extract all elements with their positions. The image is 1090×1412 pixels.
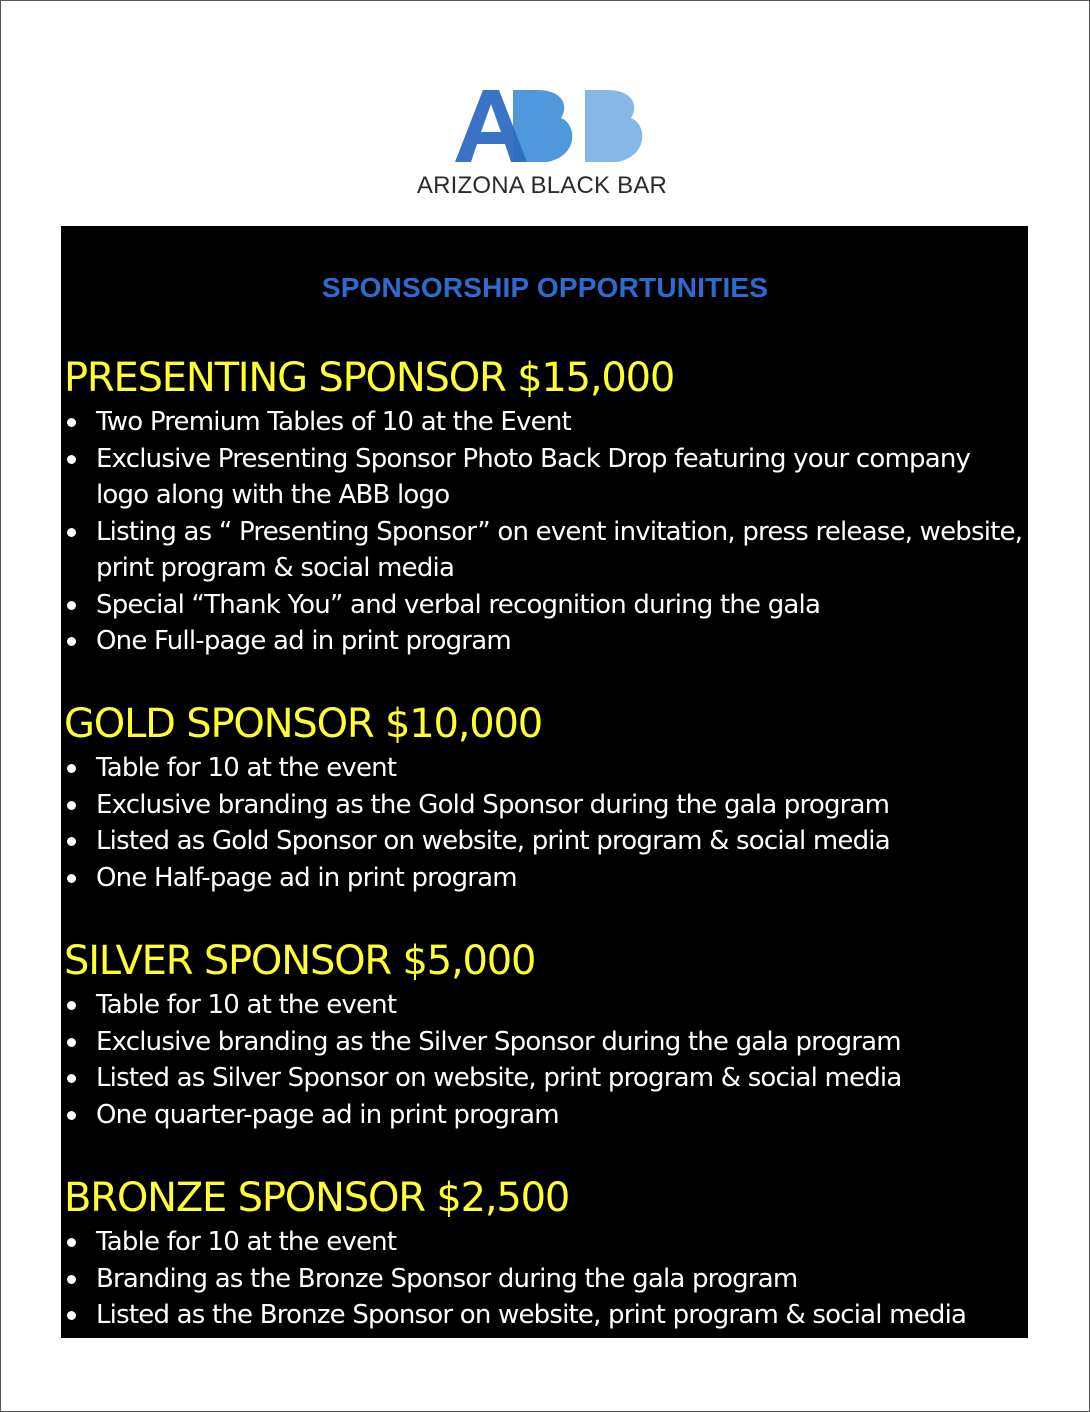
bullet-icon xyxy=(67,1275,76,1284)
benefit-item xyxy=(64,1097,1024,1134)
benefit-text: Exclusive branding as the Gold Sponsor during the gala program xyxy=(96,789,890,820)
logo-name: ARIZONA BLACK BAR xyxy=(416,172,668,199)
benefit-text: Table for 10 at the event xyxy=(96,753,397,783)
tier-presenting xyxy=(64,354,1024,660)
bullet-icon xyxy=(67,637,76,646)
benefit-item xyxy=(64,1261,1024,1298)
bullet-icon xyxy=(67,874,76,883)
bullet-icon xyxy=(67,1111,76,1120)
benefit-item xyxy=(64,1224,1024,1261)
benefit-text: One quarter-page ad in print program xyxy=(96,1099,559,1130)
benefit-text: Listed as the Bronze Sponsor on website, print program & social media xyxy=(96,1300,967,1330)
bullet-icon xyxy=(67,455,76,464)
benefit-item xyxy=(64,623,1024,660)
bullet-icon xyxy=(67,601,76,610)
benefit-item xyxy=(64,1024,1024,1061)
benefit-text: One Half-page ad in print program xyxy=(96,862,517,893)
bullet-icon xyxy=(67,1238,76,1247)
abb-monogram-graphic xyxy=(395,84,695,174)
benefit-item xyxy=(64,404,1024,441)
tier-heading: PRESENTING SPONSOR $15,000 xyxy=(64,355,675,401)
benefit-text: Listing as “ Presenting Sponsor” on event invitation, press release, website, print program & social media xyxy=(96,516,1023,583)
section-title: SPONSORSHIP OPPORTUNITIES xyxy=(321,272,769,303)
benefit-list xyxy=(64,404,1024,660)
bullet-icon xyxy=(67,1074,76,1083)
bullet-icon xyxy=(67,1001,76,1010)
benefit-item xyxy=(64,823,1024,860)
benefit-item xyxy=(64,1297,1024,1334)
abb-logo xyxy=(395,84,695,204)
bullet-icon xyxy=(67,1038,76,1047)
benefit-text: Exclusive branding as the Silver Sponsor during the gala program xyxy=(96,1026,901,1057)
benefit-list xyxy=(64,987,1024,1133)
benefit-list xyxy=(64,750,1024,896)
benefit-item xyxy=(64,441,1024,514)
benefit-item xyxy=(64,514,1024,587)
tier-bronze xyxy=(64,1174,1024,1334)
benefit-item xyxy=(64,787,1024,824)
bullet-icon xyxy=(67,418,76,427)
benefit-item xyxy=(64,1060,1024,1097)
benefit-text: Exclusive Presenting Sponsor Photo Back Drop featuring your company logo along with the ABB logo xyxy=(96,443,971,510)
bullet-icon xyxy=(67,801,76,810)
benefit-list xyxy=(64,1224,1024,1334)
logo-letter-b-light xyxy=(585,90,642,162)
benefit-text: Two Premium Tables of 10 at the Event xyxy=(96,407,571,437)
benefit-text: Listed as Silver Sponsor on website, print program & social media xyxy=(96,1063,902,1093)
benefit-item xyxy=(64,987,1024,1024)
benefit-text: One Full-page ad in print program xyxy=(96,626,511,656)
benefit-text: Special “Thank You” and verbal recognition during the gala xyxy=(96,589,821,620)
bullet-icon xyxy=(67,764,76,773)
benefit-text: Listed as Gold Sponsor on website, print program & social media xyxy=(96,826,890,856)
bullet-icon xyxy=(67,528,76,537)
benefit-item xyxy=(64,860,1024,897)
tier-gold xyxy=(64,700,1024,896)
benefit-text: Table for 10 at the event xyxy=(96,1227,397,1257)
benefit-text: Branding as the Bronze Sponsor during the gala program xyxy=(96,1263,798,1294)
benefit-text: Table for 10 at the event xyxy=(96,990,397,1020)
tier-heading: BRONZE SPONSOR $2,500 xyxy=(64,1175,570,1221)
tier-heading: GOLD SPONSOR $10,000 xyxy=(64,701,542,747)
benefit-item xyxy=(64,750,1024,787)
tier-silver xyxy=(64,937,1024,1133)
benefit-item xyxy=(64,587,1024,624)
bullet-icon xyxy=(67,1311,76,1320)
bullet-icon xyxy=(67,837,76,846)
tier-heading: SILVER SPONSOR $5,000 xyxy=(64,938,536,984)
